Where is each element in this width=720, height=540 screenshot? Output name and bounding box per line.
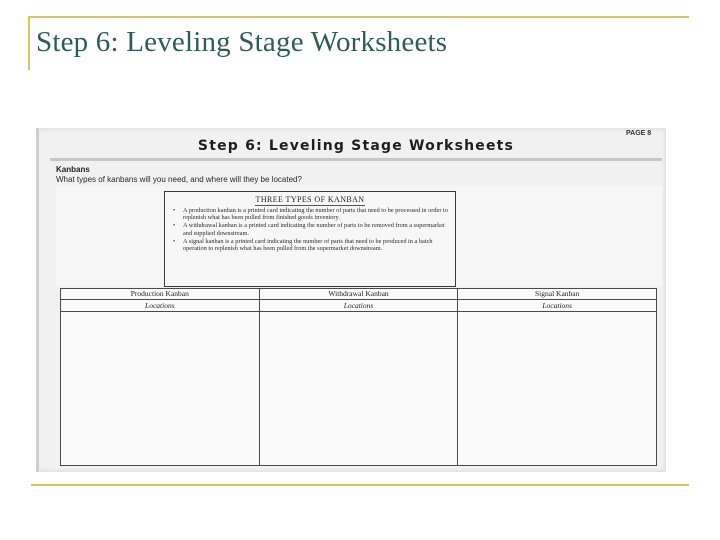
- scan-left-edge: [36, 128, 39, 472]
- worksheet-title: Step 6: Leveling Stage Worksheets: [197, 138, 515, 154]
- kanban-types-title: THREE TYPES OF KANBAN: [255, 195, 365, 204]
- kanban-locations-table: [60, 288, 657, 466]
- column-body: [458, 312, 656, 465]
- slide-frame-left-line: [28, 16, 30, 70]
- column-header: Signal Kanban: [458, 289, 656, 300]
- table-column-production: [61, 289, 260, 465]
- kanban-type-production: • A production kanban is a printed card indicating the number of parts that need to be processed in order to replenish what has been pulled from finished goods inventory.: [173, 207, 453, 222]
- kanban-types-list: [173, 207, 453, 253]
- column-body: [260, 312, 458, 465]
- column-subheader: Locations: [260, 300, 458, 312]
- slide-frame-top-line: [28, 16, 689, 18]
- kanban-type-withdrawal: • A withdrawal kanban is a printed card indicating the number of parts to be removed from a supermarket and supplied downstream.: [173, 222, 453, 237]
- section-label: Kanbans: [56, 165, 90, 174]
- column-subheader: Locations: [61, 300, 259, 312]
- worksheet-title-band: [50, 158, 662, 161]
- slide-frame-bottom-line: [31, 484, 689, 486]
- column-subheader: Locations: [458, 300, 656, 312]
- column-header: Withdrawal Kanban: [260, 289, 458, 300]
- kanban-type-signal: • A signal kanban is a printed card indicating the number of parts that need to be produced in a batch operation to replenish what has been pulled from the supermarket downstream.: [173, 238, 453, 253]
- kanban-types-title-underline: [255, 205, 365, 206]
- page-number: PAGE 8: [626, 130, 652, 137]
- kanban-question: What types of kanbans will you need, and where will they be located?: [56, 175, 302, 184]
- worksheet-scan: [36, 128, 666, 472]
- table-column-signal: [458, 289, 656, 465]
- column-header: Production Kanban: [61, 289, 259, 300]
- table-column-withdrawal: [260, 289, 459, 465]
- slide-title: Step 6: Leveling Stage Worksheets: [36, 26, 448, 58]
- kanban-types-box: [164, 191, 456, 287]
- column-body: [61, 312, 259, 465]
